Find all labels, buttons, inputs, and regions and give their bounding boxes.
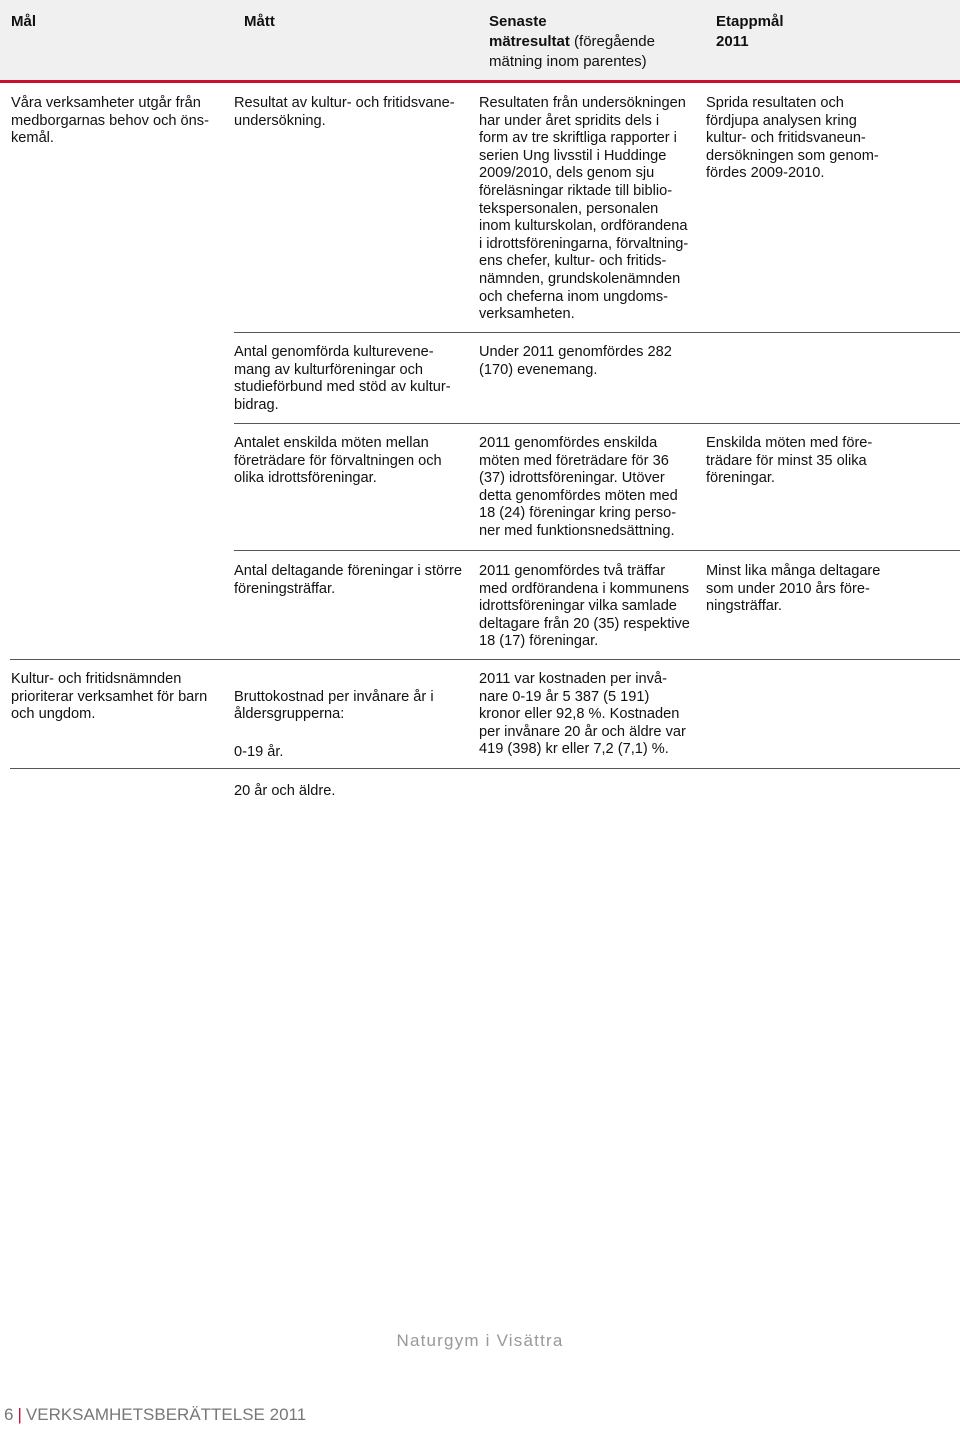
page-number: 6 [4,1405,14,1424]
table-bottom-rule [10,768,960,769]
row-matt: Antal deltagande föreningar i större föreningsträffar. [234,563,462,597]
row-etappmal: Enskilda möten med före- trädare för minst 35 olika föreningar. [706,435,873,487]
row-senaste: Resultaten från undersökningen har under året spridits dels i form av tre skriftliga rapporter i serien Ung livsstil i Huddinge 2009/2010, dels genom sju föreläsningar riktade till biblio- tekspersonalen, personalen inom kulturskolan, ordförandena i idrottsföreningarna, förvaltning- ens chefer, kultur- och fritids- nämnden, grundskolenämnden och cheferna inom ungdoms- verksamheten. [479,95,689,323]
row-divider [234,423,960,424]
row-matt: Antal genomförda kulturevene- mang av kulturföreningar och studieförbund med stöd av kultur- bidrag. [234,344,451,413]
row-matt-text: Bruttokostnad per invånare år i åldersgrupperna: [234,688,434,723]
row-senaste: Under 2011 genomfördes 282 (170) evenemang. [479,344,672,378]
row-matt-age-group-2: 20 år och äldre. [234,782,336,799]
row-senaste: 2011 genomfördes två träffar med ordförandena i kommunens idrottsföreningar vilka samlade deltagare från 20 (35) respektive 18 (17) föreningar. [479,563,690,650]
row-matt-age-group-1: 0-19 år. [234,744,284,761]
row-matt [234,671,474,818]
photo-caption: Naturgym i Visättra [396,1331,564,1350]
row-matt: Resultat av kultur- och fritidsvane- undersökning. [234,95,455,129]
header-mal: Mål [11,13,37,30]
row-senaste: 2011 var kostnaden per invå- nare 0-19 år 5 387 (5 191) kronor eller 92,8 %. Kostnaden per invånare 20 år och äldre var 419 (398) kr eller 7,2 (7,1) %. [479,671,686,758]
page-footer [4,1405,306,1425]
row-mal: Kultur- och fritidsnämnden prioriterar verksamhet för barn och ungdom. [11,671,208,723]
report-title: VERKSAMHETSBERÄTTELSE 2011 [25,1405,307,1424]
footer-separator: | [17,1405,22,1424]
header-etappmal: Etappmål 2011 [716,13,784,50]
row-etappmal: Sprida resultaten och fördjupa analysen kring kultur- och fritidsvaneun- dersökningen som genom- fördes 2009-2010. [706,95,879,182]
header-senaste: Senaste mätresultat (föregående mätning inom parentes) [489,13,655,70]
row-matt: Antalet enskilda möten mellan företrädare för förvaltningen och olika idrottsföreningar. [234,435,442,487]
section-divider [10,659,960,660]
row-mal: Våra verksamheter utgår från medborgarnas behov och öns- kemål. [11,95,209,147]
row-etappmal: Minst lika många deltagare som under 2010 års före- ningsträffar. [706,563,881,615]
table-header [0,0,960,83]
header-matt: Mått [244,13,275,30]
row-senaste: 2011 genomfördes enskilda möten med företrädare för 36 (37) idrottsföreningar. Utöver detta genomfördes möten med 18 (24) föreningar kring perso- ner med funktionsnedsättning. [479,435,678,539]
row-divider [234,550,960,551]
row-divider [234,332,960,333]
